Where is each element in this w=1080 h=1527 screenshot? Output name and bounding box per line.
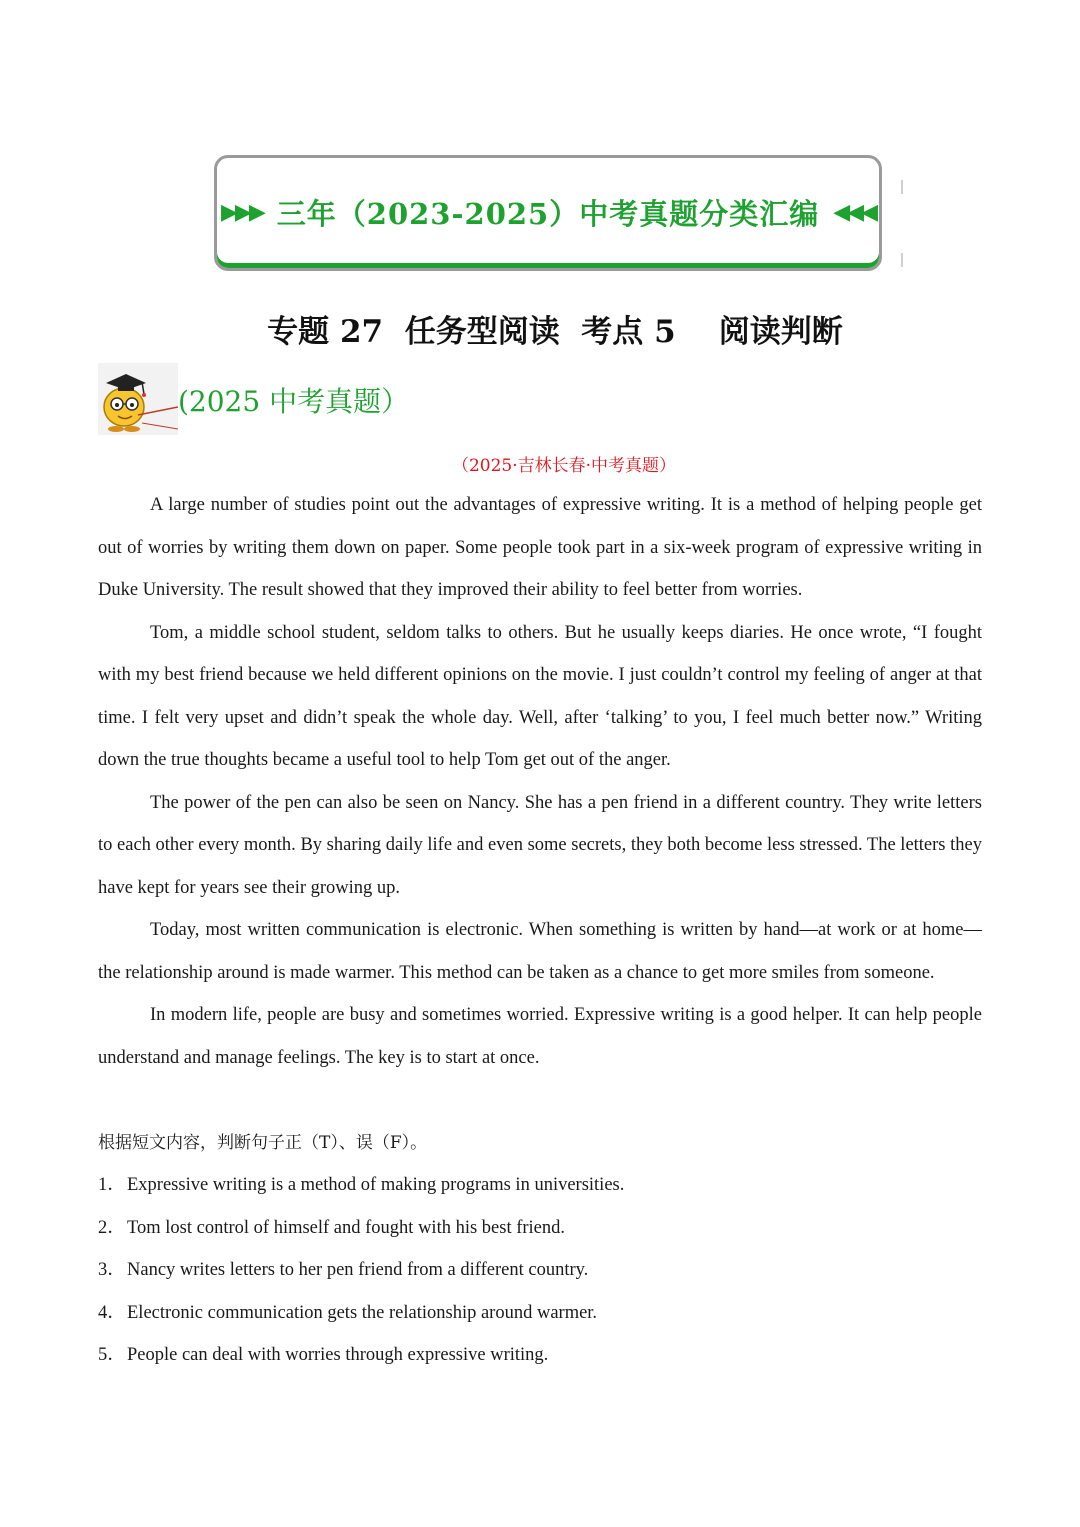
- reading-passage: [98, 484, 982, 1079]
- question-number: 5．: [98, 1345, 126, 1365]
- graduate-mascot-icon: [98, 363, 178, 435]
- task-instruction: 根据短文内容，判断句子正（T）、误（F）。: [98, 1133, 428, 1153]
- passage-paragraph: The power of the pen can also be seen on Nancy. She has a pen friend in a different country. They write letters to each other every month. By sharing daily life and even some secrets, they both become less stressed. The letters they have kept for years see their growing up.: [98, 792, 982, 898]
- page-title: 专题 27 任务型阅读 考点 5 阅读判断: [267, 314, 843, 350]
- question-number: 1．: [98, 1175, 126, 1195]
- question-source: （2025·吉林长春·中考真题）: [451, 456, 677, 476]
- question-text: People can deal with worries through expressive writing.: [127, 1345, 549, 1365]
- question-item: [98, 1164, 624, 1207]
- right-arrows-icon: ◀◀◀: [833, 199, 875, 225]
- question-item: [98, 1292, 624, 1335]
- question-list: [98, 1164, 624, 1377]
- question-item: [98, 1207, 624, 1250]
- section-heading: (2025 中考真题）: [178, 385, 410, 418]
- question-item: [98, 1334, 624, 1377]
- margin-tick: [901, 180, 903, 194]
- left-arrows-icon: ▶▶▶: [221, 199, 263, 225]
- question-number: 2．: [98, 1217, 126, 1238]
- passage-paragraph: A large number of studies point out the advantages of expressive writing. It is a method of helping people get out of worries by writing them down on paper. Some people took part in a six-week program of expressive writing in Duke University. The result showed that they improved their ability to feel better from worries.: [98, 495, 982, 600]
- margin-tick: [901, 253, 903, 267]
- question-number: 3．: [98, 1260, 126, 1280]
- question-text: Electronic communication gets the relationship around warmer.: [127, 1302, 598, 1323]
- passage-paragraph: Tom, a middle school student, seldom talks to others. But he usually keeps diaries. He once wrote, “I fought with my best friend because we held different opinions on the movie. I just couldn’t control my feeling of anger at that time. I felt very upset and didn’t speak the whole day. Well, after ‘talking’ to you, I feel much better now.” Writing down the true thoughts became a useful tool to help Tom get out of the anger.: [98, 622, 982, 770]
- passage-paragraph: In modern life, people are busy and sometimes worried. Expressive writing is a good helper. It can help people understand and manage feelings. The key is to start at once.: [98, 1005, 982, 1068]
- question-text: Nancy writes letters to her pen friend from a different country.: [127, 1260, 589, 1280]
- passage-paragraph: Today, most written communication is electronic. When something is written by hand—at work or at home—the relationship around is made warmer. This method can be taken as a chance to get more smiles from someone.: [98, 920, 982, 983]
- question-number: 4．: [98, 1302, 126, 1323]
- question-text: Tom lost control of himself and fought with his best friend.: [127, 1217, 566, 1238]
- question-text: Expressive writing is a method of making programs in universities.: [127, 1175, 625, 1195]
- series-banner: [214, 155, 882, 271]
- banner-title: 三年（2023-2025）中考真题分类汇编: [276, 196, 820, 231]
- question-item: [98, 1249, 624, 1292]
